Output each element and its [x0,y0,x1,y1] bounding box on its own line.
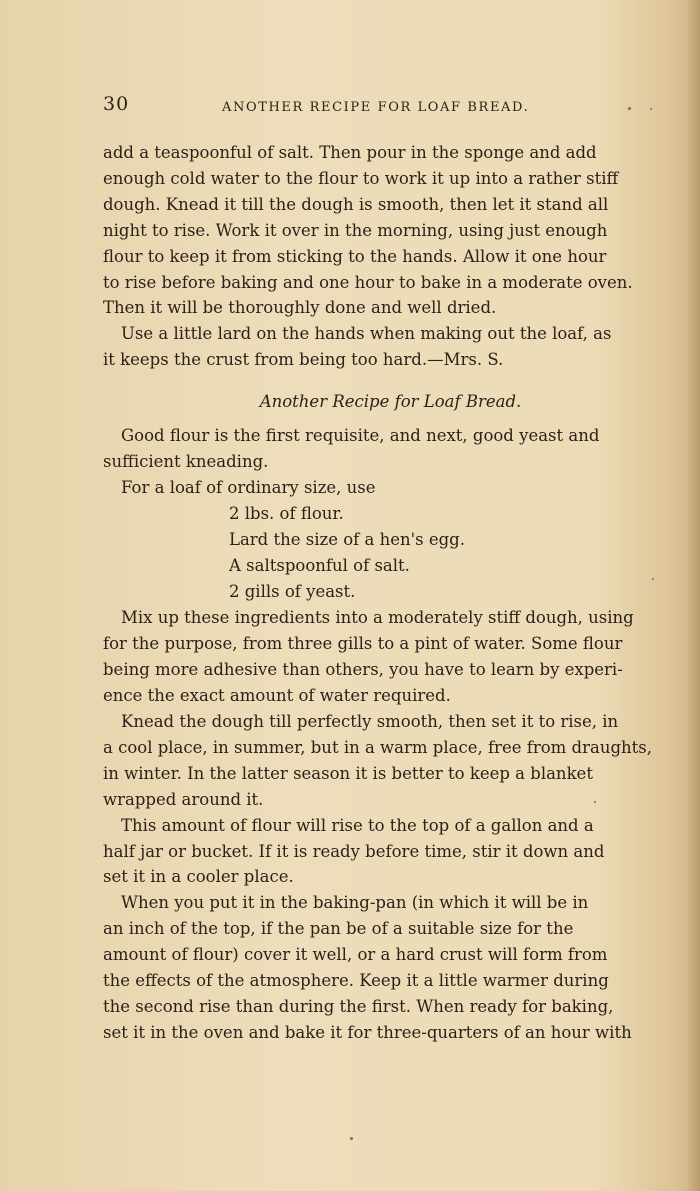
running-head: ANOTHER RECIPE FOR LOAF BREAD. [222,100,530,115]
text-line: the effects of the atmosphere. Keep it a little warmer during [103,971,609,991]
text-line: night to rise. Work it over in the morning, using just enough [103,220,608,240]
paper-speck [628,107,631,110]
text-line: sufficient kneading. [103,451,269,471]
paper-speck [350,1137,353,1140]
text-line: Then it will be thoroughly done and well dried. [103,298,497,318]
text-line: in winter. In the latter season it is better to keep a blanket [103,763,593,783]
text-line: This amount of flour will rise to the top of a gallon and a [121,815,594,835]
body-text [103,140,670,1046]
text-line: Use a little lard on the hands when making out the loaf, as [121,324,612,344]
text-line: For a loaf of ordinary size, use [121,477,376,497]
text-line: the second rise than during the first. When ready for baking, [103,997,614,1016]
text-line: add a teaspoonful of salt. Then pour in the sponge and add [103,143,597,162]
paper-speck [650,108,652,110]
text-line: amount of flour) cover it well, or a hard crust will form from [103,945,608,965]
text-line: it keeps the crust from being too hard.—Mrs. S. [103,350,504,370]
recipe-heading: Another Recipe for Loaf Bread. [259,392,522,412]
text-line: wrapped around it. [103,789,264,809]
text-line: ence the exact amount of water required. [103,686,451,706]
text-line: an inch of the top, if the pan be of a suitable size for the [103,919,574,939]
text-line: a cool place, in summer, but in a warm place, free from draughts, [103,737,652,757]
text-line: half jar or bucket. If it is ready before time, stir it down and [103,841,605,861]
text-line: Good flour is the first requisite, and next, good yeast and [121,426,600,446]
page-edge-shadow [686,0,700,1191]
text-line: Mix up these ingredients into a moderately stiff dough, using [121,608,634,628]
text-line: to rise before baking and one hour to bake in a moderate oven. [103,272,633,292]
text-line: for the purpose, from three gills to a pint of water. Some flour [103,634,623,654]
text-line: set it in the oven and bake it for three-quarters of an hour with [103,1022,632,1042]
text-line: being more adhesive than others, you have to learn by experi- [103,660,623,680]
ingredient-item: 2 gills of yeast. [229,581,356,601]
text-line: set it in a cooler place. [103,867,294,887]
page-number: 30 [103,93,130,115]
ingredient-item: Lard the size of a hen's egg. [229,529,465,549]
paper-speck [594,801,596,803]
ingredient-item: 2 lbs. of flour. [229,503,344,523]
text-line: flour to keep it from sticking to the hands. Allow it one hour [103,246,607,266]
ingredient-item: A saltspoonful of salt. [229,555,410,575]
text-line: When you put it in the baking-pan (in which it will be in [121,893,589,913]
paper-speck [652,578,654,580]
text-line: enough cold water to the flour to work it up into a rather stiff [103,168,619,188]
text-line: Knead the dough till perfectly smooth, then set it to rise, in [121,712,619,732]
text-line: dough. Knead it till the dough is smooth, then let it stand all [103,194,609,214]
